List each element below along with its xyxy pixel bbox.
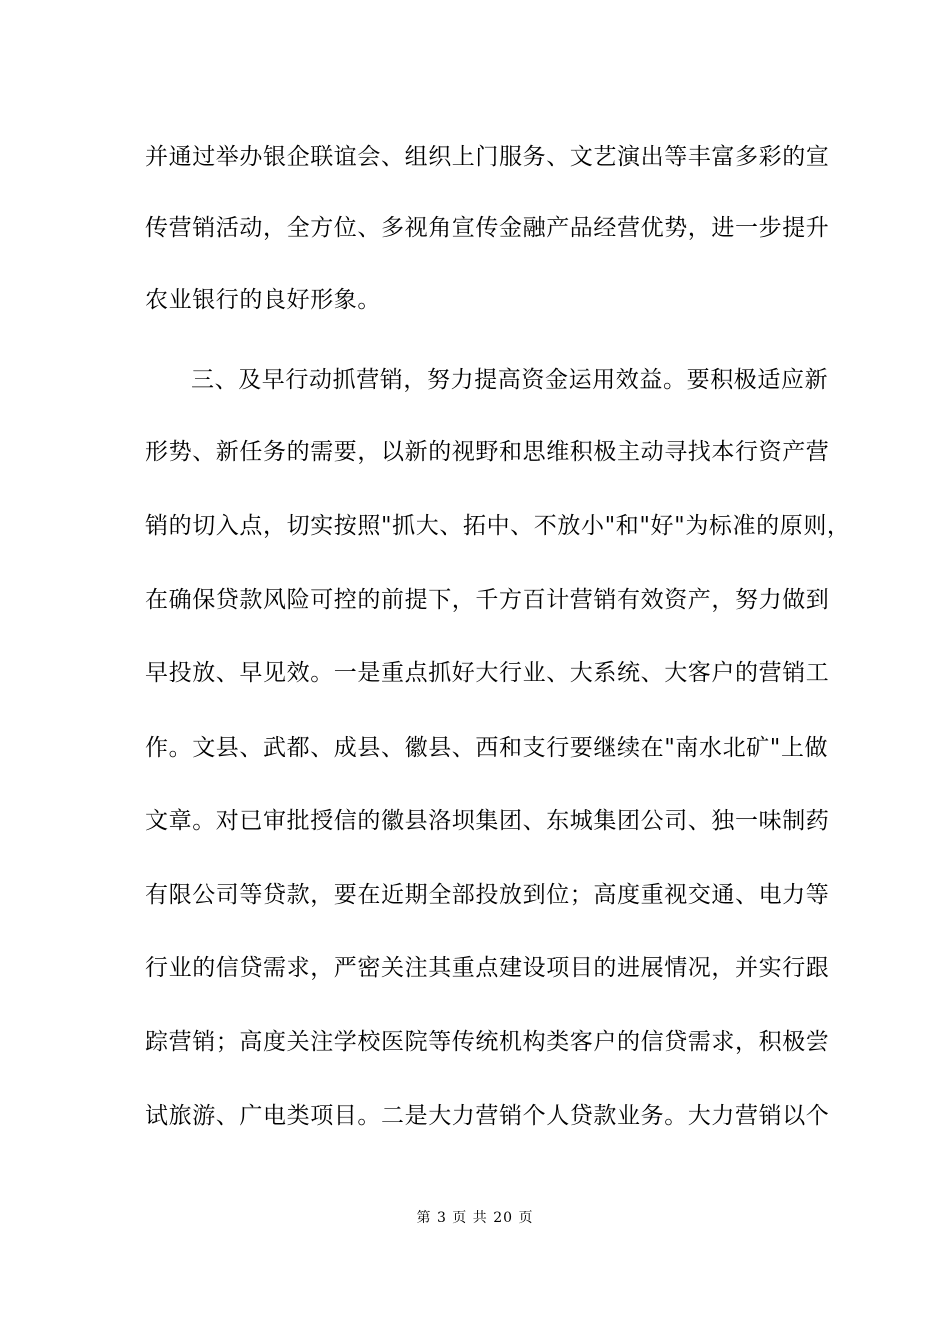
body-line-8: 早投放、早见效。一是重点抓好大行业、大系统、大客户的营销工 (145, 660, 830, 686)
body-line-2: 传营销活动，全方位、多视角宣传金融产品经营优势，进一步提升 (145, 215, 830, 241)
body-line-14: 试旅游、广电类项目。二是大力营销个人贷款业务。大力营销以个 (145, 1103, 830, 1129)
body-line-4: 三、及早行动抓营销，努力提高资金运用效益。要积极适应新 (191, 367, 829, 393)
body-line-11: 有限公司等贷款，要在近期全部投放到位；高度重视交通、电力等 (145, 882, 830, 908)
body-line-5: 形势、新任务的需要，以新的视野和思维积极主动寻找本行资产营 (145, 439, 830, 465)
body-line-10: 文章。对已审批授信的徽县洛坝集团、东城集团公司、独一味制药 (145, 808, 830, 834)
body-line-12: 行业的信贷需求，严密关注其重点建设项目的进展情况，并实行跟 (145, 955, 830, 981)
body-line-7: 在确保贷款风险可控的前提下，千方百计营销有效资产，努力做到 (145, 587, 830, 613)
body-line-9: 作。文县、武都、成县、徽县、西和支行要继续在"南水北矿"上做 (145, 735, 829, 761)
body-line-6: 销的切入点，切实按照"抓大、拓中、不放小"和"好"为标准的原则， (145, 513, 851, 539)
body-line-13: 踪营销；高度关注学校医院等传统机构类客户的信贷需求，积极尝 (145, 1029, 830, 1055)
body-line-3: 农业银行的良好形象。 (145, 287, 381, 313)
page-number-footer: 第 3 页 共 20 页 (416, 1210, 534, 1226)
body-line-1: 并通过举办银企联谊会、组织上门服务、文艺演出等丰富多彩的宣 (145, 144, 830, 170)
